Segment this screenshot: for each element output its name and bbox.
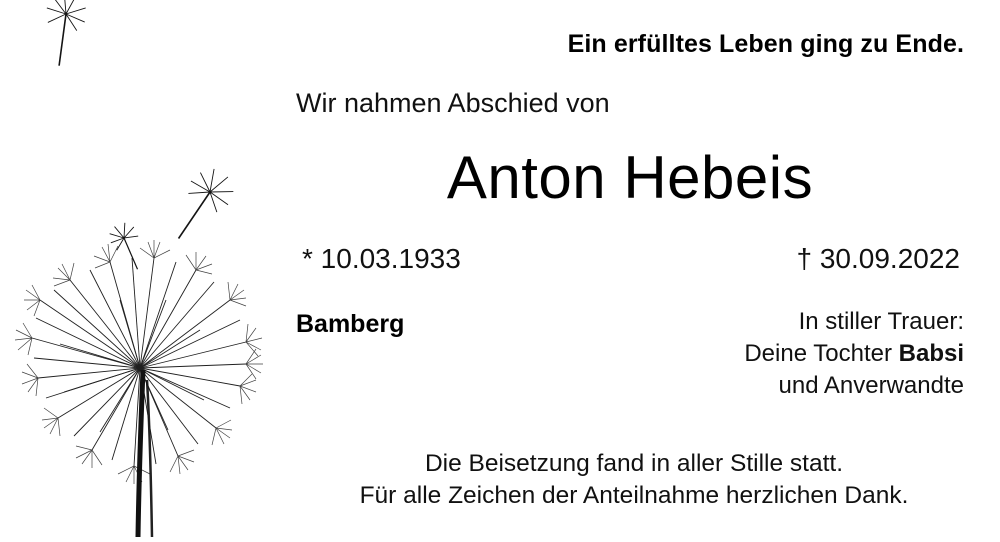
mourners-relatives: und Anverwandte	[778, 371, 964, 399]
headline: Ein erfülltes Leben ging zu Ende.	[567, 30, 964, 58]
closing-line-1: Die Beisetzung fand in aller Stille statt.	[424, 449, 844, 477]
place-name: Bamberg	[296, 310, 405, 338]
life-dates	[296, 243, 964, 275]
birth-date: * 10.03.1933	[302, 243, 461, 274]
deceased-name: Anton Hebeis	[446, 144, 814, 211]
mourners-block	[744, 306, 964, 402]
mourners-daughter-prefix: Deine Tochter	[744, 339, 899, 367]
mourners-daughter-name: Babsi	[898, 339, 964, 367]
farewell-text: Wir nahmen Abschied von	[296, 88, 610, 118]
mourners-daughter	[744, 338, 964, 370]
closing-line-2: Für alle Zeichen der Anteilnahme herzlichen Dank.	[359, 482, 909, 510]
dandelion-illustration	[0, 0, 300, 537]
closing-block	[296, 448, 972, 513]
mourners-intro: In stiller Trauer:	[798, 308, 964, 335]
death-date: † 30.09.2022	[796, 243, 960, 274]
